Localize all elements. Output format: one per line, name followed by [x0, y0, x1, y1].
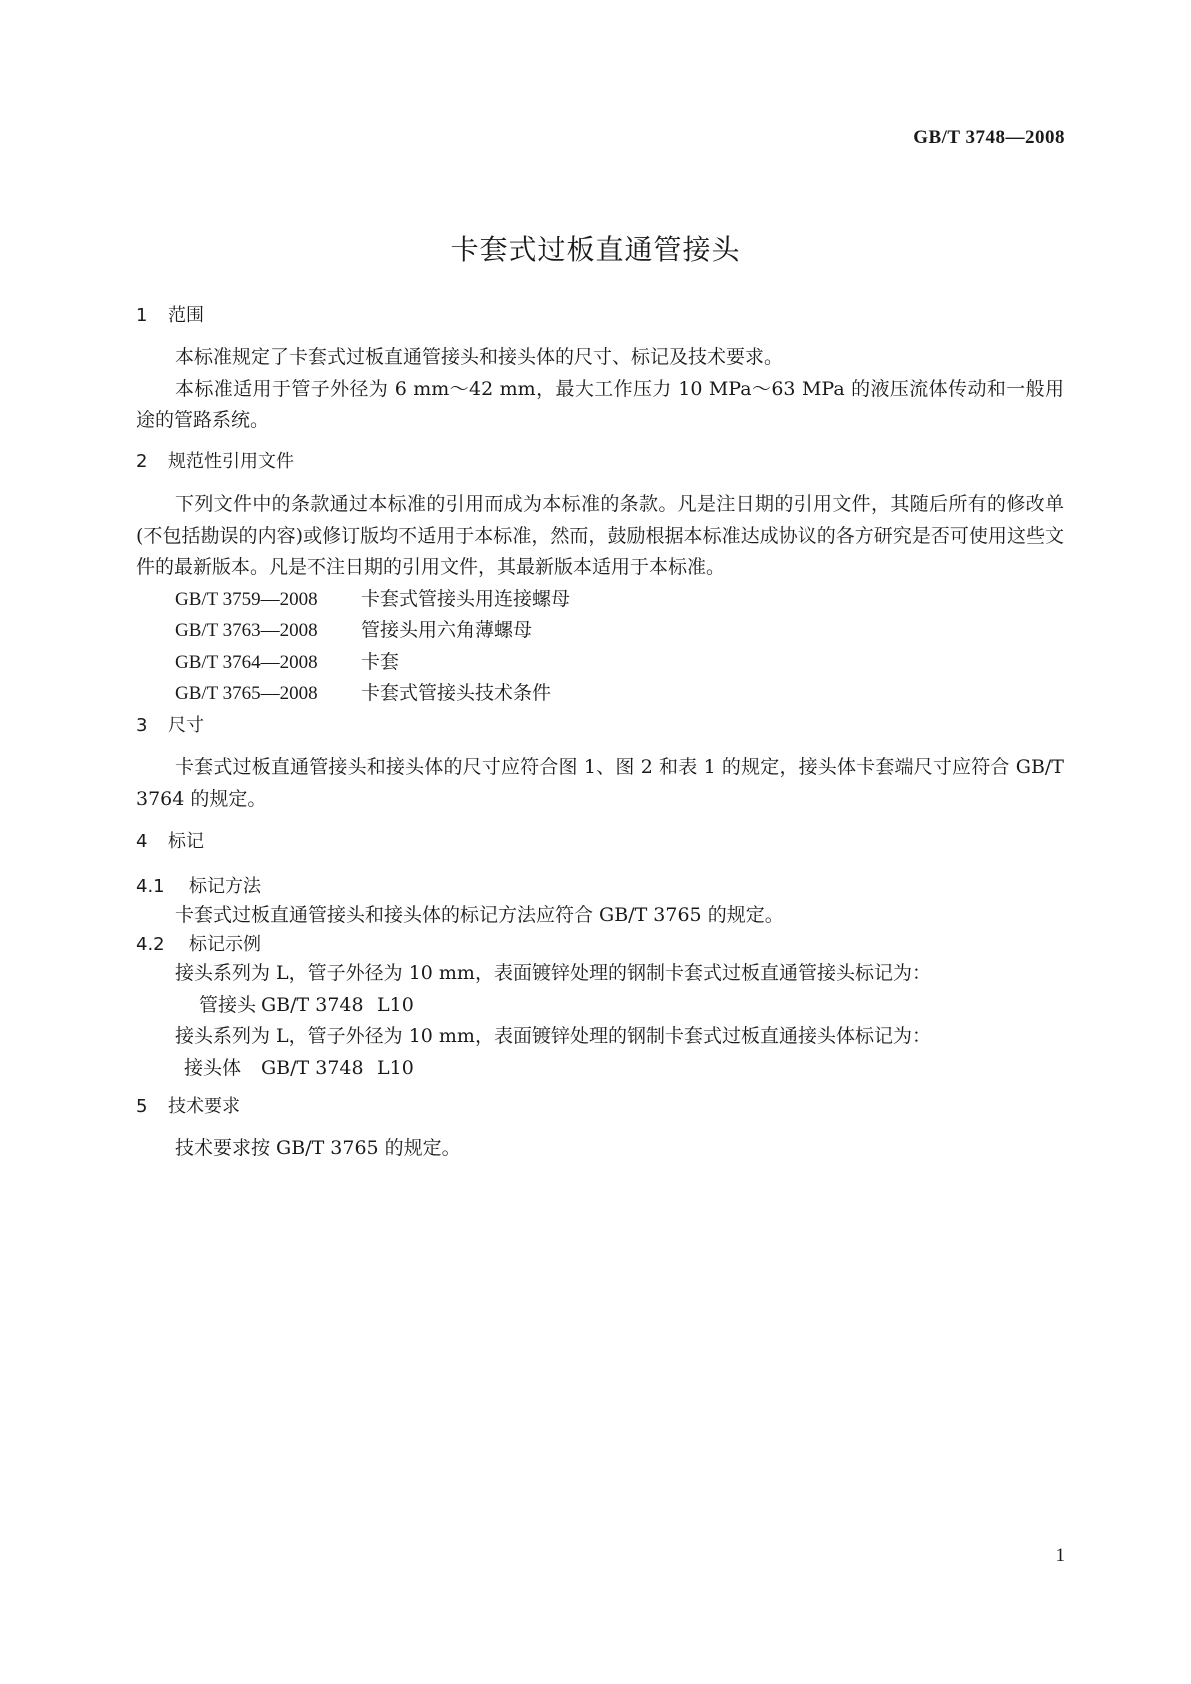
section-heading [136, 1094, 1064, 1120]
paragraph: 卡套式过板直通管接头和接头体的标记方法应符合 GB/T 3765 的规定。 [175, 904, 784, 926]
paragraph: 本标准规定了卡套式过板直通管接头和接头体的尺寸、标记及技术要求。 [175, 346, 784, 368]
reference-code: GB/T 3764—2008 [175, 651, 318, 673]
paragraph: 技术要求按 GB/T 3765 的规定。 [175, 1137, 461, 1159]
section-number: 4 [136, 831, 148, 852]
standard-code: GB/T 3748—2008 [913, 127, 1065, 148]
reference-item [136, 678, 1064, 710]
section-5-body [136, 1133, 1064, 1165]
subsection-4-1 [136, 874, 1064, 931]
section-heading [136, 713, 1064, 739]
section-title: 技术要求 [168, 1096, 240, 1117]
marking-example [136, 990, 1064, 1022]
reference-title: 卡套 [361, 650, 400, 673]
paragraph: 本标准适用于管子外径为 6 mm～42 mm，最大工作压力 10 MPa～63 MPa 的液压流体传动和一般用途的管路系统。 [136, 377, 1064, 431]
subsection-heading [136, 874, 1064, 900]
reference-item [136, 615, 1064, 647]
section-2-body [136, 489, 1064, 710]
example-text: 接头系列为 L，管子外径为 10 mm，表面镀锌处理的钢制卡套式过板直通接头体标记为： [175, 1025, 931, 1047]
section-title: 规范性引用文件 [168, 451, 294, 472]
section-number: 1 [136, 305, 148, 326]
subsection-4-2 [136, 932, 1064, 1084]
section-number: 2 [136, 451, 148, 472]
marking-spec: L10 [377, 1056, 414, 1079]
subsection-number: 4.1 [136, 876, 165, 897]
reference-title: 卡套式管接头用连接螺母 [361, 587, 571, 610]
section-1-body [136, 342, 1064, 437]
marking-code: GB/T 3748 [261, 1056, 364, 1079]
subsection-heading [136, 932, 1064, 958]
section-3-body [136, 752, 1064, 815]
section-title: 标记 [168, 831, 204, 852]
marking-code: GB/T 3748 [261, 993, 364, 1016]
example-text: 接头系列为 L，管子外径为 10 mm，表面镀锌处理的钢制卡套式过板直通管接头标记为： [175, 962, 931, 984]
section-1 [136, 303, 1064, 329]
reference-code: GB/T 3759—2008 [175, 588, 318, 610]
section-number: 5 [136, 1096, 148, 1117]
reference-item [136, 647, 1064, 679]
reference-title: 卡套式管接头技术条件 [361, 682, 552, 704]
reference-item [136, 584, 1064, 616]
marking-example [136, 1053, 1064, 1085]
paragraph: 卡套式过板直通管接头和接头体的尺寸应符合图 1、图 2 和表 1 的规定，接头体卡套端尺寸应符合 GB/T 3764 的规定。 [136, 756, 1064, 810]
section-heading [136, 829, 1064, 855]
marking-spec: L10 [377, 993, 414, 1016]
section-5 [136, 1094, 1064, 1120]
section-2 [136, 449, 1064, 475]
section-4 [136, 829, 1064, 855]
section-title: 尺寸 [168, 715, 204, 736]
section-title: 范围 [168, 305, 204, 326]
reference-code: GB/T 3763—2008 [175, 620, 318, 641]
paragraph: 下列文件中的条款通过本标准的引用而成为本标准的条款。凡是注日期的引用文件，其随后所有的修改单(不包括勘误的内容)或修订版均不适用于本标准，然而，鼓励根据本标准达成协议的各方研究是否可使用这些文件的最新版本。凡是不注日期的引用文件，其最新版本适用于本标准。 [136, 493, 1064, 578]
subsection-number: 4.2 [136, 934, 165, 955]
section-heading [136, 303, 1064, 329]
subsection-title: 标记示例 [189, 934, 261, 955]
reference-title: 管接头用六角薄螺母 [361, 619, 533, 641]
section-number: 3 [136, 715, 148, 736]
document-title: 卡套式过板直通管接头 [450, 233, 741, 266]
marking-name: 管接头 [199, 993, 257, 1016]
page-number: 1 [1055, 1545, 1065, 1566]
subsection-title: 标记方法 [189, 876, 261, 897]
section-heading [136, 449, 1064, 475]
marking-name: 接头体 [184, 1056, 242, 1079]
section-3 [136, 713, 1064, 739]
reference-code: GB/T 3765—2008 [175, 683, 318, 704]
